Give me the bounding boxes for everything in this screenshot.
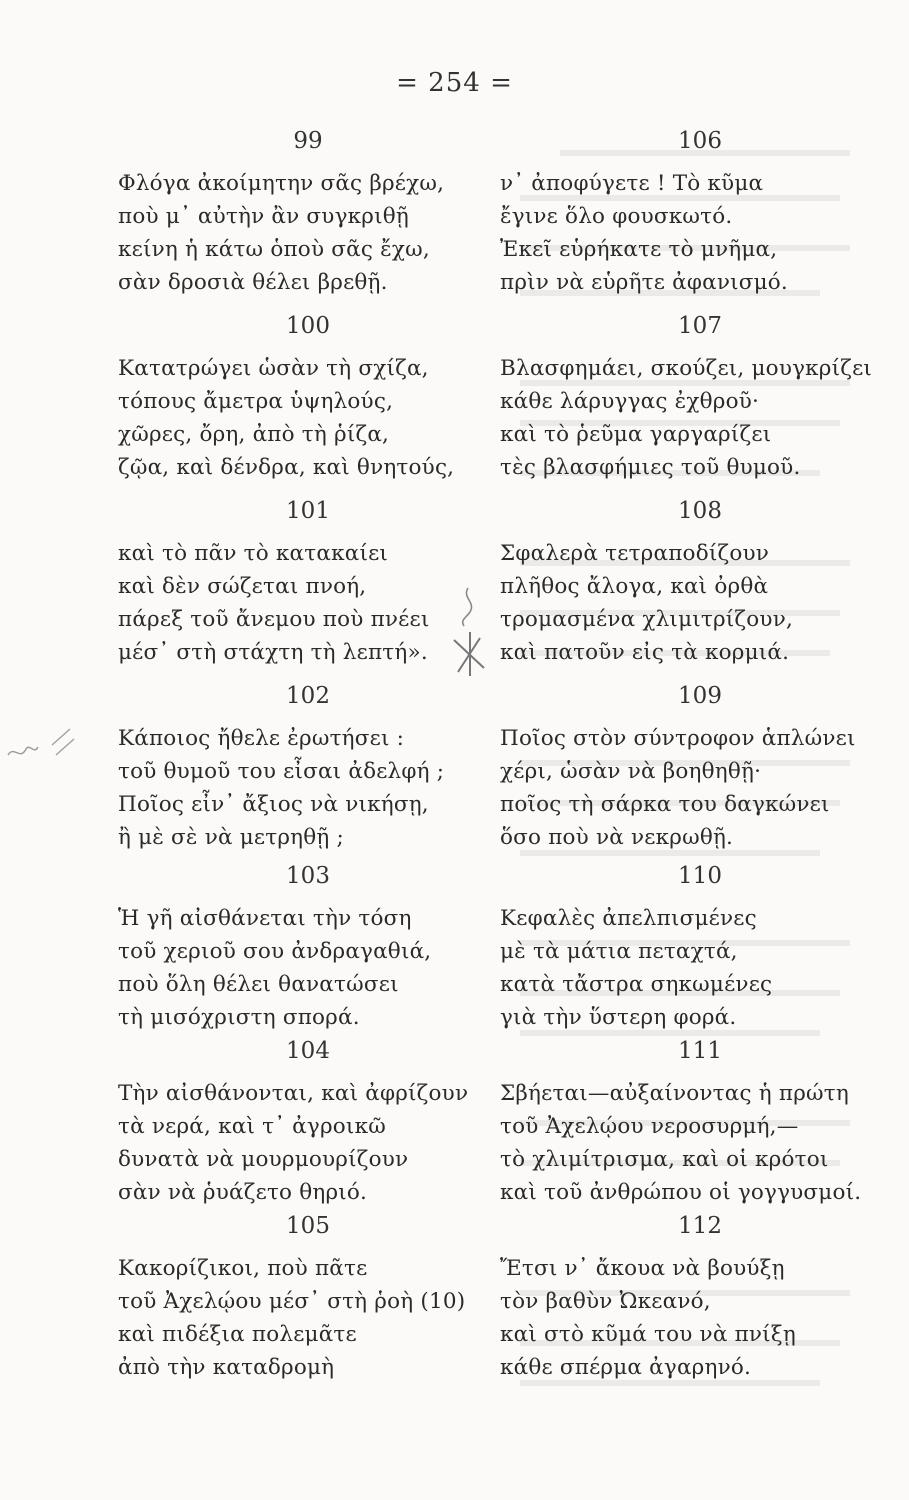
verse-line: τοῦ χεριοῦ σου ἀνδραγαθιά, xyxy=(118,939,432,964)
verse-line: Κεφαλὲς ἀπελπισμένες xyxy=(500,906,757,931)
stanza-101 xyxy=(118,495,498,669)
verse-line: τὴ μισόχριστη σπορά. xyxy=(118,1005,360,1030)
verse-line: καὶ στὸ κῦμά του νὰ πνίξῃ xyxy=(500,1322,796,1347)
margin-pencil-mark xyxy=(0,715,80,775)
stanza-111 xyxy=(500,1035,900,1209)
verse-line: Κακορίζικοι, ποὺ πᾶτε xyxy=(118,1256,368,1281)
stanza-110 xyxy=(500,860,900,1034)
verse-line: ζῷα, καὶ δένδρα, καὶ θνητούς, xyxy=(118,455,455,480)
stanza-104 xyxy=(118,1035,498,1209)
verse-line: ἀπὸ τὴν καταδρομὴ xyxy=(118,1355,335,1380)
verse-line: τοῦ θυμοῦ του εἶσαι ἀδελφή ; xyxy=(118,759,445,784)
verse-line: Βλασφημάει, σκούζει, μουγκρίζει xyxy=(500,356,873,381)
verse-line: Τὴν αἰσθάνονται, καὶ ἀφρίζουν xyxy=(118,1081,469,1106)
verse-line: Κάποιος ἤθελε ἐρωτήσει : xyxy=(118,726,405,751)
stanza-102 xyxy=(118,680,498,854)
verse-line: τοῦ Ἀχελῴου μέσ᾽ στὴ ῥοὴ (10) xyxy=(118,1289,466,1314)
stanza-106 xyxy=(500,125,900,299)
verse-line: τοῦ Ἀχελῴου νεροσυρμή,— xyxy=(500,1114,799,1139)
verse-line: τὲς βλασφήμιες τοῦ θυμοῦ. xyxy=(500,455,801,480)
verse-line: ἔγινε ὅλο φουσκωτό. xyxy=(500,204,733,229)
verse-line: ν᾽ ἀποφύγετε ! Τὸ κῦμα xyxy=(500,171,764,196)
verse-line: Σφαλερὰ τετραποδίζουν xyxy=(500,541,770,566)
stanza-number: 101 xyxy=(286,498,330,524)
verse-line: ἢ μὲ σὲ νὰ μετρηθῇ ; xyxy=(118,825,344,850)
verse-line: Φλόγα ἀκοίμητην σᾶς βρέχω, xyxy=(118,171,445,196)
stanza-number: 102 xyxy=(286,683,330,709)
verse-line: κείνη ἡ κάτω ὁποὺ σᾶς ἔχω, xyxy=(118,237,430,262)
verse-line: πάρεξ τοῦ ἄνεμου ποὺ πνέει xyxy=(118,607,430,632)
verse-line: σὰν νὰ ῥυάζετο θηριό. xyxy=(118,1180,368,1205)
verse-line: Σβήεται—αὐξαίνοντας ἡ πρώτη xyxy=(500,1081,849,1106)
stanza-number: 99 xyxy=(293,128,323,154)
verse-line: γιὰ τὴν ὕστερη φορά. xyxy=(500,1005,737,1030)
verse-line: κατὰ τἄστρα σηκωμένες xyxy=(500,972,773,997)
stanza-number: 111 xyxy=(678,1038,722,1064)
verse-line: τρομασμένα χλιμιτρίζουν, xyxy=(500,607,794,632)
verse-line: Ἔτσι ν᾽ ἄκουα νὰ βουύξῃ xyxy=(500,1256,785,1281)
verse-line: σὰν δροσιὰ θέλει βρεθῇ. xyxy=(118,270,388,295)
verse-line: μέσ᾽ στὴ στάχτη τὴ λεπτή». xyxy=(118,640,428,665)
stanza-105 xyxy=(118,1210,498,1384)
verse-line: Ποῖος εἶν᾽ ἄξιος νὰ νικήσῃ, xyxy=(118,792,429,817)
stanza-number: 110 xyxy=(678,863,722,889)
verse-line: τὸν βαθὺν Ὠκεανό, xyxy=(500,1289,711,1314)
verse-line: μὲ τὰ μάτια πεταχτά, xyxy=(500,939,738,964)
verse-line: τὸ χλιμίτρισμα, καὶ οἱ κρότοι xyxy=(500,1147,829,1172)
verse-line: χῶρες, ὄρη, ἀπὸ τὴ ῥίζα, xyxy=(118,422,390,447)
stanza-number: 104 xyxy=(286,1038,330,1064)
stanza-number: 105 xyxy=(286,1213,330,1239)
verse-line: καὶ δὲν σώζεται πνοή, xyxy=(118,574,367,599)
stanza-number: 109 xyxy=(678,683,722,709)
verse-line: Ἐκεῖ εὑρήκατε τὸ μνῆμα, xyxy=(500,237,778,262)
verse-line: καὶ πιδέξια πολεμᾶτε xyxy=(118,1322,357,1347)
verse-line: κάθε λάρυγγας ἐχθροῦ· xyxy=(500,389,760,414)
stanza-107 xyxy=(500,310,900,484)
stanza-number: 100 xyxy=(286,313,330,339)
verse-line: κάθε σπέρμα ἀγαρηνό. xyxy=(500,1355,752,1380)
verse-line: Ποῖος στὸν σύντροφον ἁπλώνει xyxy=(500,726,856,751)
verse-line: ὅσο ποὺ νὰ νεκρωθῇ. xyxy=(500,825,734,850)
stanza-number: 108 xyxy=(678,498,722,524)
verse-line: καὶ τὸ πᾶν τὸ κατακαίει xyxy=(118,541,389,566)
verse-line: καὶ πατοῦν εἰς τὰ κορμιά. xyxy=(500,640,790,665)
stanza-109 xyxy=(500,680,900,854)
verse-line: τόπους ἄμετρα ὑψηλούς, xyxy=(118,389,394,414)
stanza-number: 107 xyxy=(678,313,722,339)
verse-line: ποὺ ὅλη θέλει θανατώσει xyxy=(118,972,399,997)
stanza-99 xyxy=(118,125,498,299)
verse-line: Κατατρώγει ὡσὰν τὴ σχίζα, xyxy=(118,356,429,381)
stanza-108 xyxy=(500,495,900,669)
stanza-number: 103 xyxy=(286,863,330,889)
verse-line: ποῖος τὴ σάρκα του δαγκώνει xyxy=(500,792,830,817)
stanza-103 xyxy=(118,860,498,1034)
verse-line: καὶ τοῦ ἀνθρώπου οἱ γογγυσμοί. xyxy=(500,1180,862,1205)
stanza-number: 112 xyxy=(678,1213,722,1239)
verse-line: πλῆθος ἄλογα, καὶ ὀρθὰ xyxy=(500,574,769,599)
verse-line: καὶ τὸ ῥεῦμα γαργαρίζει xyxy=(500,422,772,447)
page-number: = 254 = xyxy=(396,68,513,98)
verse-line: χέρι, ὡσὰν νὰ βοηθηθῇ· xyxy=(500,759,762,784)
verse-line: πρὶν νὰ εὑρῆτε ἀφανισμό. xyxy=(500,270,788,295)
verse-line: δυνατὰ νὰ μουρμουρίζουν xyxy=(118,1147,409,1172)
stanza-number: 106 xyxy=(678,128,722,154)
verse-line: τὰ νερά, καὶ τ᾽ ἀγροικῶ xyxy=(118,1114,386,1139)
stanza-112 xyxy=(500,1210,900,1384)
stanza-100 xyxy=(118,310,498,484)
verse-line: ποὺ μ᾽ αὐτὴν ἂν συγκριθῇ xyxy=(118,204,409,229)
verse-line: Ἡ γῆ αἰσθάνεται τὴν τόση xyxy=(118,906,412,931)
